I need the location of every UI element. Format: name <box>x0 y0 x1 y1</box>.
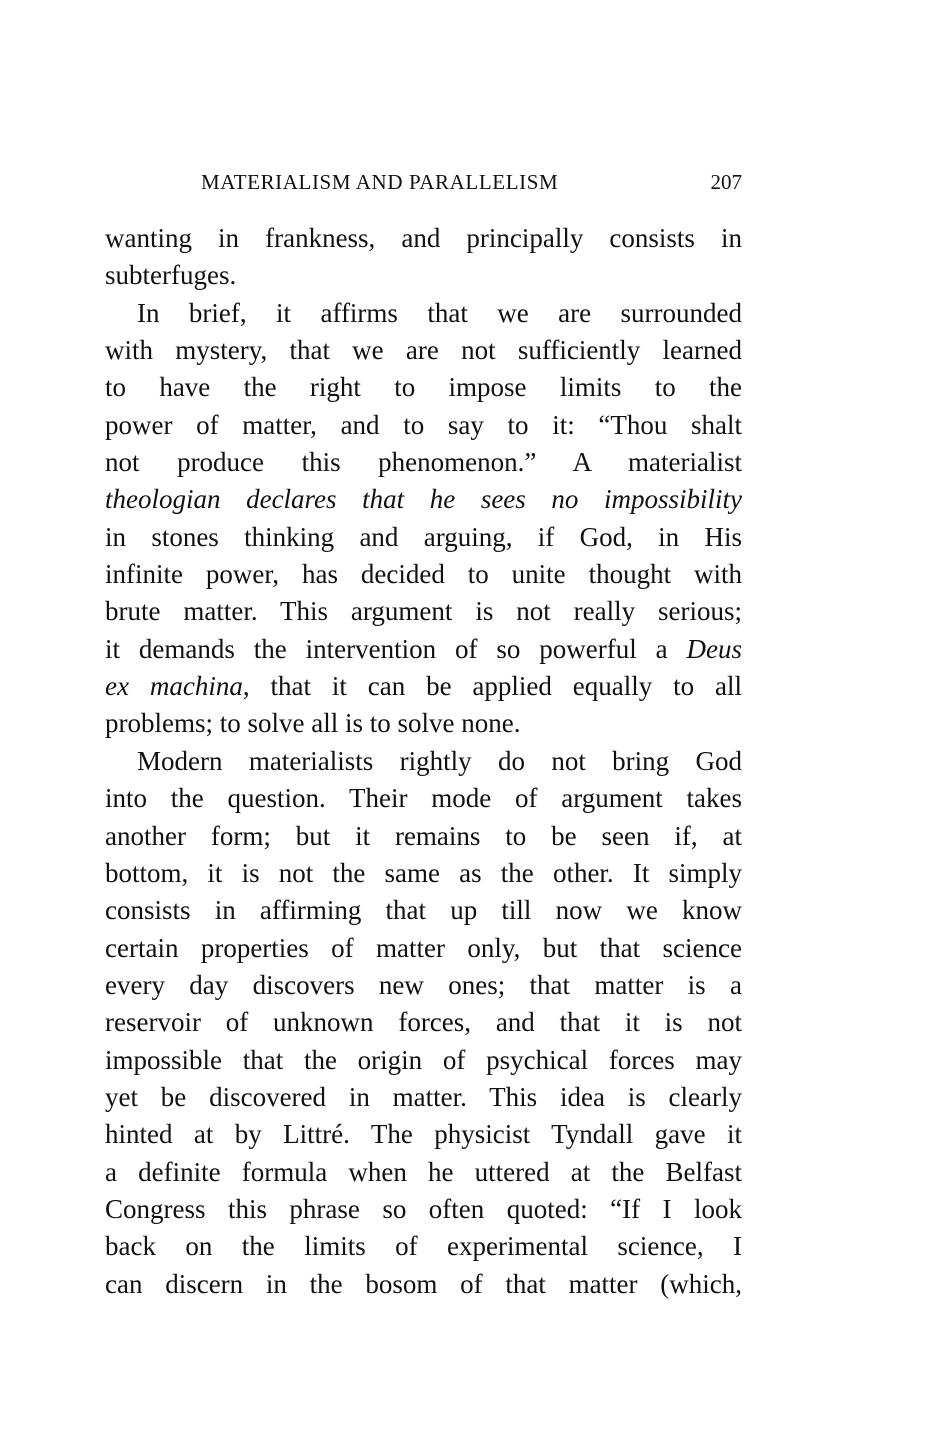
body-text <box>105 220 742 1303</box>
text-line <box>105 1228 742 1265</box>
text-segment: it demands the intervention of so powerful a <box>105 633 687 664</box>
text-line <box>105 1042 742 1079</box>
text-segment: with mystery, that we are not sufficiently learned <box>105 335 742 366</box>
text-line <box>105 332 742 369</box>
text-line <box>105 556 742 593</box>
text-segment: bottom, it is not the same as the other. It simply <box>105 857 742 888</box>
text-segment: hinted at by Littré. The physicist Tyndall gave it <box>105 1119 742 1150</box>
running-title: MATERIALISM AND PARALLELISM <box>201 170 559 194</box>
text-line <box>105 1004 742 1041</box>
text-line <box>105 519 742 556</box>
text-segment: infinite power, has decided to unite thought with <box>105 559 742 590</box>
text-segment: yet be discovered in matter. This idea is clearly <box>105 1081 742 1112</box>
text-line <box>105 818 742 855</box>
text-line <box>105 481 742 518</box>
running-header <box>105 170 742 202</box>
text-line <box>105 1191 742 1228</box>
text-line <box>105 631 742 668</box>
text-segment: consists in affirming that up till now we know <box>105 895 742 926</box>
text-segment: In brief, it affirms that we are surrounded <box>137 297 742 328</box>
text-segment: back on the limits of experimental science, I <box>105 1231 742 1262</box>
text-segment: in stones thinking and arguing, if God, in His <box>105 521 742 552</box>
text-line <box>105 257 742 294</box>
text-line <box>105 407 742 444</box>
text-segment: subterfuges. <box>105 260 237 291</box>
text-line <box>105 1116 742 1153</box>
italic-text: ex machina <box>105 671 243 702</box>
text-line <box>105 295 742 332</box>
text-line <box>105 593 742 630</box>
text-segment: brute matter. This argument is not really serious; <box>105 596 742 627</box>
text-line <box>105 892 742 929</box>
page-number: 207 <box>710 170 742 194</box>
text-segment: certain properties of matter only, but that science <box>105 932 742 963</box>
text-segment: power of matter, and to say to it: “Thou shalt <box>105 409 742 440</box>
text-line <box>105 444 742 481</box>
text-segment: to have the right to impose limits to the <box>105 372 742 403</box>
text-segment: wanting in frankness, and principally consists in <box>105 223 742 253</box>
text-segment: can discern in the bosom of that matter (which, <box>105 1268 742 1299</box>
text-segment: another form; but it remains to be seen if, at <box>105 820 742 851</box>
text-line <box>105 967 742 1004</box>
text-segment: impossible that the origin of psychical forces may <box>105 1044 742 1075</box>
text-line <box>105 1266 742 1303</box>
text-line <box>105 369 742 406</box>
text-segment: into the question. Their mode of argument takes <box>105 783 742 814</box>
text-line <box>105 705 742 742</box>
text-line <box>105 855 742 892</box>
text-segment: not produce this phenomenon.” A materialist <box>105 447 742 478</box>
text-segment: problems; to solve all is to solve none. <box>105 708 521 739</box>
text-segment: a definite formula when he uttered at the Belfast <box>105 1156 742 1187</box>
italic-text: Deus <box>686 633 742 664</box>
text-segment: Modern materialists rightly do not bring God <box>137 745 742 776</box>
text-line <box>105 220 742 257</box>
text-segment: , that it can be applied equally to all <box>242 671 743 702</box>
text-line <box>105 668 742 705</box>
text-line <box>105 1154 742 1191</box>
text-segment: Congress this phrase so often quoted: “If I look <box>105 1193 742 1224</box>
text-line <box>105 1079 742 1116</box>
text-segment: every day discovers new ones; that matter is a <box>105 969 742 1000</box>
text-line <box>105 930 742 967</box>
text-segment: reservoir of unknown forces, and that it is not <box>105 1007 742 1038</box>
text-line <box>105 743 742 780</box>
text-line <box>105 780 742 817</box>
italic-text: theologian declares that he sees no impossibility <box>105 484 742 515</box>
